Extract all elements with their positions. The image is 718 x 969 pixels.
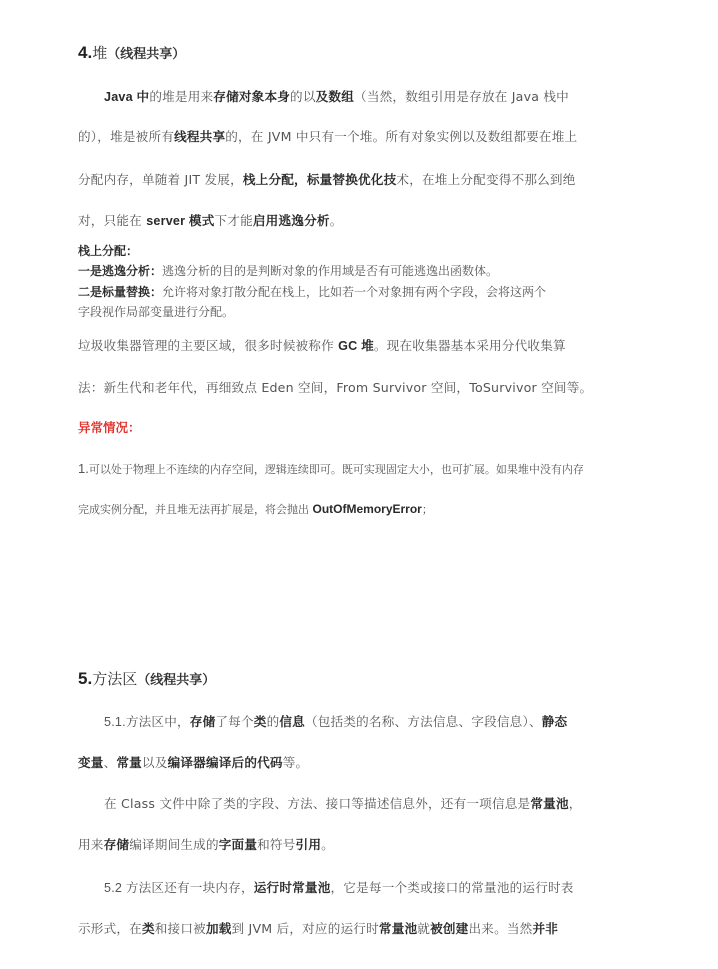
bold-text: 线程共享 — [174, 129, 226, 144]
text: 下才能 — [214, 213, 253, 228]
method-area-para-line-2 — [78, 752, 308, 771]
text: 等。 — [282, 755, 309, 770]
section-4-heading — [78, 42, 185, 63]
text: 、 — [103, 755, 117, 770]
heading-subtitle: （线程共享） — [107, 47, 186, 62]
text: 。 — [321, 837, 334, 852]
exception-line-2 — [78, 501, 433, 517]
text: 了每个 — [215, 714, 254, 729]
text: 和接口被 — [154, 921, 206, 936]
text: 就 — [417, 921, 431, 936]
heap-para-line-4 — [78, 210, 342, 229]
text: 以及 — [141, 755, 168, 770]
bold-text: Java 中 — [104, 90, 150, 104]
text: ； — [421, 503, 433, 516]
heading-number: 5. — [78, 669, 93, 688]
bold-text: 常量池 — [378, 921, 418, 936]
bold-text: 类 — [141, 921, 155, 936]
text: （当然，数组引用是存放在 Java 栈中 — [354, 89, 569, 104]
text: 在 Class 文件中除了类的字段、方法、接口等描述信息外，还有一项信息是 — [104, 796, 531, 811]
gc-para-line-2: 法：新生代和老年代，再细致点 Eden 空间，From Survivor 空间，ToSurvivor 空间等。 — [78, 380, 593, 395]
bold-text: 及数组 — [315, 89, 355, 104]
text: 可以处于物理上不连续的内存空间，逻辑连续即可。既可实现固定大小，也可扩展。如果堆中没有内存 — [88, 463, 584, 476]
text: 和符号 — [257, 837, 296, 852]
bold-text: 被创建 — [430, 921, 469, 936]
text: 垃圾收集器管理的主要区域，很多时候被称作 — [78, 338, 339, 353]
item-text: 逃逸分析的目的是判断对象的作用域是否有可能逃逸出函数体。 — [162, 264, 499, 278]
text: 5.1. — [104, 715, 126, 729]
text: 出来。当然 — [468, 921, 533, 936]
text: 的，在 JVM 中只有一个堆。所有对象实例以及数组都要在堆上 — [225, 129, 578, 144]
stack-alloc-title: 栈上分配： — [78, 244, 139, 258]
list-number: 1. — [78, 461, 89, 476]
text: 编译期间生成的 — [129, 837, 219, 852]
heap-para-line-3 — [78, 169, 576, 188]
bold-text: 编译器编译后的代码 — [167, 755, 283, 770]
bold-text: 栈上分配 — [242, 172, 295, 187]
bold-text: 引用 — [295, 837, 322, 852]
text: 的堆是用来 — [149, 89, 214, 104]
text: 到 JVM 后，对应的运行时 — [231, 921, 379, 936]
gc-para-line-1 — [78, 335, 566, 354]
item-text: 允许将对象打散分配在栈上，比如若一个对象拥有两个字段，会将这两个 — [162, 285, 547, 299]
heading-title: 堆 — [92, 44, 108, 62]
bold-text: 变量 — [78, 755, 104, 770]
item-label: 二是标量替换： — [78, 285, 163, 299]
text: 方法区还有一块内存， — [125, 880, 254, 895]
text: 对，只能在 — [78, 213, 147, 228]
bold-text: server 模式 — [146, 214, 215, 228]
bold-text: 运行时常量池 — [253, 880, 331, 895]
bold-text: 常量池 — [530, 796, 569, 811]
text: ，它是每一个类或接口的常量池的运行时表 — [330, 880, 574, 895]
runtime-pool-para-line-2 — [78, 918, 558, 937]
bold-text: 存储对象本身 — [213, 89, 291, 104]
bold-text: ， — [294, 172, 307, 187]
text: 示形式，在 — [78, 921, 142, 936]
stack-alloc-item-2-cont: 字段视作局部变量进行分配。 — [78, 305, 235, 319]
heading-title: 方法区 — [92, 670, 138, 688]
text: ， — [568, 796, 582, 811]
heap-para-line-1 — [104, 86, 569, 105]
heap-para-line-2 — [78, 126, 577, 145]
item-label: 一是逃逸分析： — [78, 264, 163, 278]
heading-number: 4. — [78, 43, 93, 62]
class-file-para-line-2 — [78, 834, 334, 853]
text: 用来 — [78, 837, 104, 852]
bold-text: GC 堆 — [338, 339, 374, 353]
text: 的 — [266, 714, 280, 729]
bold-text: 类 — [253, 714, 267, 729]
bold-text: 信息 — [279, 714, 305, 729]
section-5-heading — [78, 668, 215, 689]
stack-alloc-item-2 — [78, 283, 546, 300]
text: （包括类的名称、方法信息、字段信息）、 — [304, 714, 542, 729]
text: 。现在收集器基本采用分代收集算 — [373, 338, 566, 353]
text: 的），堆是被所有 — [78, 129, 175, 144]
text: 。 — [329, 213, 343, 228]
bold-text: 常量 — [116, 755, 142, 770]
stack-alloc-item-1 — [78, 262, 498, 279]
text: 分配内存，单随着 JIT 发展， — [78, 172, 243, 187]
bold-text: 存储 — [103, 837, 130, 852]
error-name: OutOfMemoryError — [312, 502, 422, 516]
text: 5.2 — [104, 881, 126, 895]
bold-text: 字面量 — [218, 837, 258, 852]
text: 的以 — [290, 89, 316, 104]
bold-text: 并非 — [532, 921, 559, 936]
heading-subtitle: （线程共享） — [137, 673, 216, 688]
exception-line-1 — [78, 461, 584, 477]
class-file-para-line-1 — [104, 793, 582, 812]
bold-text: 加载 — [205, 921, 232, 936]
exception-title: 异常情况： — [78, 420, 141, 435]
bold-text: 标量替换优化技 — [306, 172, 397, 187]
text: 完成实例分配，并且堆无法再扩展是，将会抛出 — [78, 503, 313, 516]
text: 术，在堆上分配变得不那么到绝 — [396, 172, 576, 187]
runtime-pool-para-line-1 — [104, 877, 574, 896]
method-area-para-line-1 — [104, 711, 567, 730]
bold-text: 启用逃逸分析 — [252, 213, 330, 228]
text: 方法区中， — [125, 714, 190, 729]
bold-text: 存储 — [189, 714, 216, 729]
bold-text: 静态 — [541, 714, 568, 729]
